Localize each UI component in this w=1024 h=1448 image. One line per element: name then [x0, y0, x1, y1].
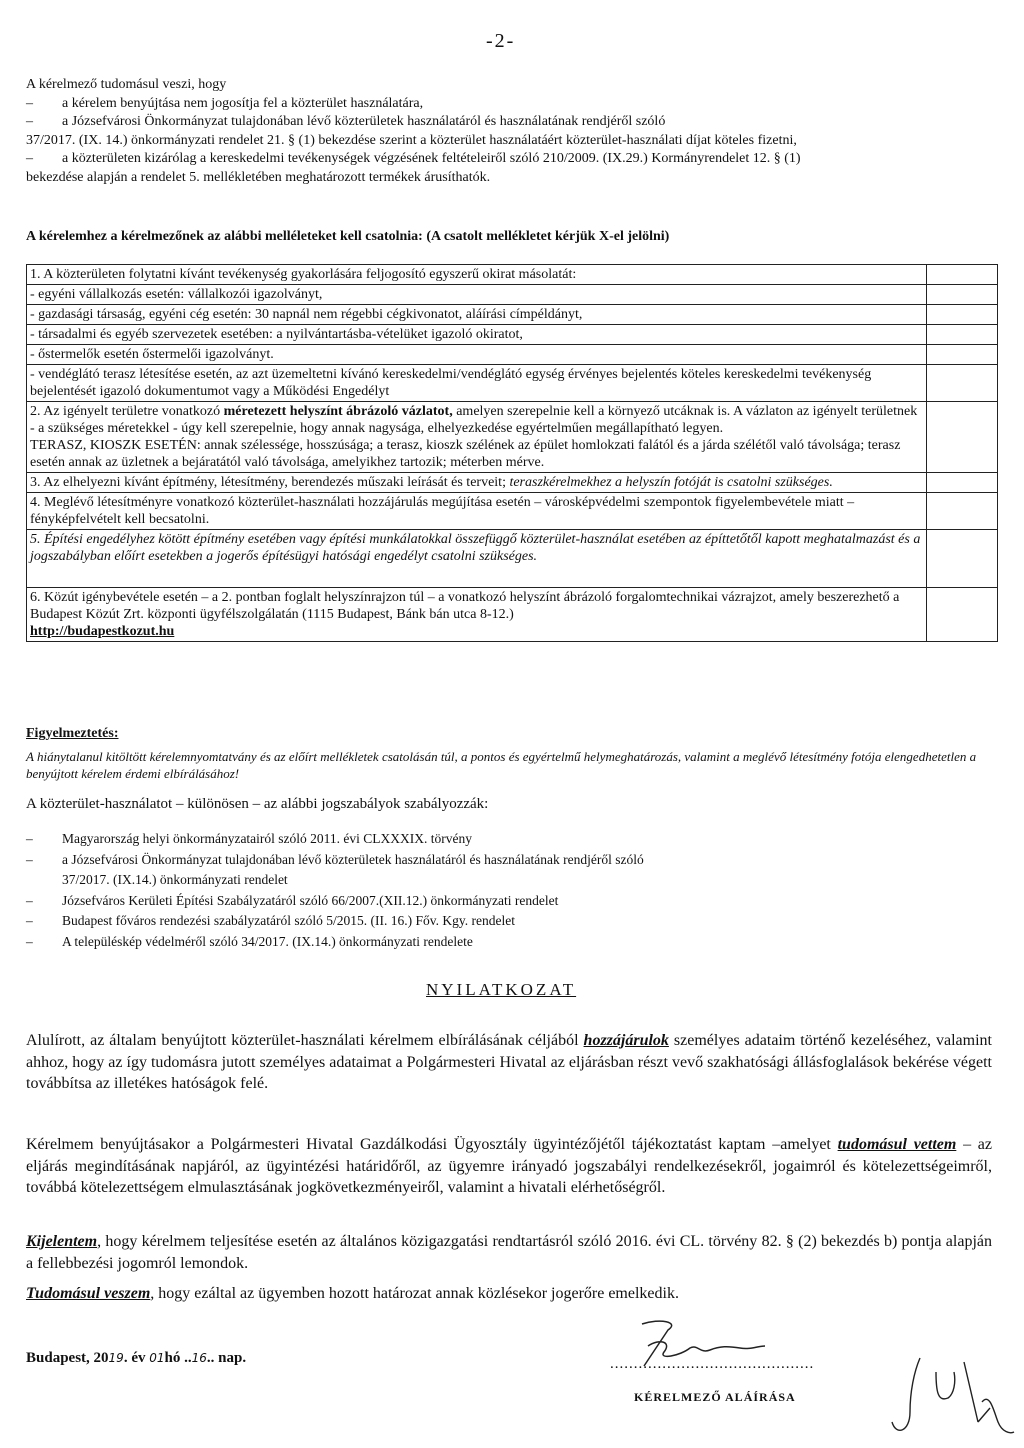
table-row: - őstermelők esetén őstermelői igazolványt.: [27, 345, 998, 365]
intro-continuation: bekezdése alapján a rendelet 5. mellékletében meghatározott termékek árusíthatók.: [26, 169, 491, 185]
law-item: – Józsefváros Kerületi Építési Szabályzatáról szóló 66/2007.(XII.12.) önkormányzati rendelet: [26, 892, 559, 908]
intro-item: – a kérelem benyújtása nem jogosítja fel a közterület használatára,: [26, 95, 424, 111]
declaration-paragraph: Alulírott, az általam benyújtott közterület-használati kérelmem elbírálásának céljából hozzájárulok személyes adataim történő kezeléséhez, valamint ahhoz, hogy az így tudomásra jutott személyes adataimat a Polgármesteri Hivatal az eljárásban részt vevő szakhatósági állásfoglalások bekérése végett továbbítsa az illetékes hatóságok felé.: [26, 1032, 992, 1092]
handwritten-signature: [620, 1316, 770, 1376]
attachments-heading: A kérelemhez a kérelmezőnek az alábbi melléleteket kell csatolnia: (A csatolt mellékletet kérjük X-el jelölni): [26, 229, 670, 244]
table-row: 4. Meglévő létesítményre vonatkozó közterület-használati hozzájárulás megújítása esetén – városképvédelmi szempontok figyelembevétele miatt – fényképfelvételt kell becsatolni.: [27, 493, 998, 530]
checkbox-cell[interactable]: [927, 473, 998, 493]
date-line: Budapest, 2019. év 01hó ..16.. nap.: [26, 1350, 247, 1366]
law-item-continuation: 37/2017. (IX.14.) önkormányzati rendelet: [62, 872, 288, 887]
checkbox-cell[interactable]: [927, 285, 998, 305]
table-row: 5. Építési engedélyhez kötött építmény esetében vagy építési munkálatokkal összefüggő közterület-használat esetében az építtetőtől kapott meghatalmazást és a jogszabályban előírt esetekben a jogerős építésügyi hatósági engedélyt csatolni szükséges.: [27, 530, 998, 588]
intro-item: – a közterületen kizárólag a kereskedelmi tevékenységek végzésének feltételeiről szóló 210/2009. (IX.29.) Kormányrendelet 12. § (1): [26, 151, 801, 167]
laws-list: [26, 829, 986, 952]
signature-label: KÉRELMEZŐ ALÁÍRÁSA: [634, 1390, 796, 1404]
intro-item: – a Józsefvárosi Önkormányzat tulajdonában lévő közterületek használatáról és használatának rendjéről szóló: [26, 114, 666, 130]
checkbox-cell[interactable]: [927, 588, 998, 642]
table-row: - vendéglátó terasz létesítése esetén, az azt üzemeltetni kívánó kereskedelmi/vendéglátó egység érvényes bejelentés köteles kereskedelmi tevékenység bejelentését igazoló dokumentumot vagy a Működési Engedélyt: [27, 365, 998, 402]
declaration-title: NYILATKOZAT: [426, 980, 577, 999]
attachments-table: [26, 264, 998, 642]
table-row: - gazdasági társaság, egyéni cég esetén: 30 napnál nem régebbi cégkivonatot, aláírási címpéldányt,: [27, 305, 998, 325]
declaration-paragraph: Kijelentem, hogy kérelmem teljesítése esetén az általános közigazgatási rendtartásról szóló 2016. évi CL. törvény 82. § (2) bekezdés b) pontja alapján a fellebbezési jogomról lemondok.: [26, 1233, 992, 1272]
law-item: – Budapest főváros rendezési szabályzatáról szóló 5/2015. (II. 16.) Főv. Kgy. rendelet: [26, 913, 515, 928]
warning-text: A hiánytalanul kitöltött kérelemnyomtatvány és az előírt mellékletek csatolásán túl, a pontos és egyértelmű helymeghatározás, valamint a meglévő létesítmény fotója elengedhetetlen a benyújtott kérelem érdemi elbírálásához!: [26, 749, 977, 781]
checkbox-cell[interactable]: [927, 305, 998, 325]
checkbox-cell[interactable]: [927, 365, 998, 402]
budapestkozut-link[interactable]: http://budapestkozut.hu: [30, 624, 175, 639]
table-row: - társadalmi és egyéb szervezetek esetében: a nyilvántartásba-vételüket igazoló okiratot,: [27, 325, 998, 345]
table-row: 6. Közút igénybevétele esetén – a 2. pontban foglalt helyszínrajzon túl – a vonatkozó helyszínt ábrázoló forgalomtechnikai vázrajzot, amely beszerezhető a Budapest Közút Zrt. központi ügyfélszolgálatán (1115 Budapest, Bánk bán utca 8-12.) http://budapestkozut.hu: [27, 588, 998, 642]
intro-section: [26, 76, 996, 188]
law-item: – Magyarország helyi önkormányzatairól szóló 2011. évi CLXXXIX. törvény: [26, 831, 473, 846]
law-item: – a Józsefvárosi Önkormányzat tulajdonában lévő közterületek használatáról és használatának rendjéről szóló: [26, 851, 644, 867]
declaration-paragraph: Kérelmem benyújtásakor a Polgármesteri Hivatal Gazdálkodási Ügyosztály ügyintézőjétől tájékoztatást kaptam –amelyet tudomásul vettem – az eljárás megindításának napjáról, az ügyintézési határidőről, az ügyemre irányadó jogszabályi rendelkezésekről, jogaimról és kötelezettségeimről, továbbá kötelezettségem elmulasztásának jogkövetkezményeiről, valamint a hivatali elérhetőségről.: [26, 1136, 992, 1196]
checkbox-cell[interactable]: [927, 530, 998, 588]
declaration-paragraph: Tudomásul veszem, hogy ezáltal az ügyemben hozott határozat annak közlésekor jogerőre emelkedik.: [26, 1285, 679, 1302]
intro-continuation: 37/2017. (IX. 14.) önkormányzati rendelet 21. § (1) bekezdése szerint a közterület használatáért közterület-használati díjat köteles fizetni,: [26, 132, 797, 148]
table-row: 1. A közterületen folytatni kívánt tevékenység gyakorlására feljogosító egyszerű okirat másolatát:: [27, 265, 998, 285]
table-row: 3. Az elhelyezni kívánt építmény, létesítmény, berendezés műszaki leírását és terveit; teraszkérelmekhez a helyszín fotóját is csatolni szükséges.: [27, 473, 998, 493]
page-number: -2-: [486, 30, 516, 52]
warning-title: Figyelmeztetés:: [26, 726, 119, 741]
law-item: – A településkép védelméről szóló 34/2017. (IX.14.) önkormányzati rendelete: [26, 933, 473, 949]
table-row: - egyéni vállalkozás esetén: vállalkozói igazolványt,: [27, 285, 998, 305]
checkbox-cell[interactable]: [927, 345, 998, 365]
intro-lead: A kérelmező tudomásul veszi, hogy: [26, 77, 227, 92]
laws-intro: A közterület-használatot – különösen – az alábbi jogszabályok szabályozzák:: [26, 796, 489, 812]
signature-line: ...........................................: [610, 1356, 815, 1372]
table-row: 2. Az igényelt területre vonatkozó méretezett helyszínt ábrázoló vázlatot, amelyen szerepelnie kell a környező utcáknak is. A vázlaton az igényelt területnek - a szükséges méretekkel - úgy kell szerepelnie, hogy annak nagysága, elhelyezkedése egyértelműen megállapítható legyen. TERASZ, KIOSZK ESETÉN: annak szélessége, hosszúsága; a terasz, kioszk szélének az épület homlokzati falától és a járda szélétől való távolsága; terasz esetén annak az üzletnek a bejáratától való távolsága, amelyikhez tartozik; méterben mérve.: [27, 402, 998, 473]
checkbox-cell[interactable]: [927, 493, 998, 530]
checkbox-cell[interactable]: [927, 402, 998, 473]
checkbox-cell[interactable]: [927, 325, 998, 345]
checkbox-cell[interactable]: [927, 265, 998, 285]
handwritten-initials: [886, 1352, 1016, 1444]
